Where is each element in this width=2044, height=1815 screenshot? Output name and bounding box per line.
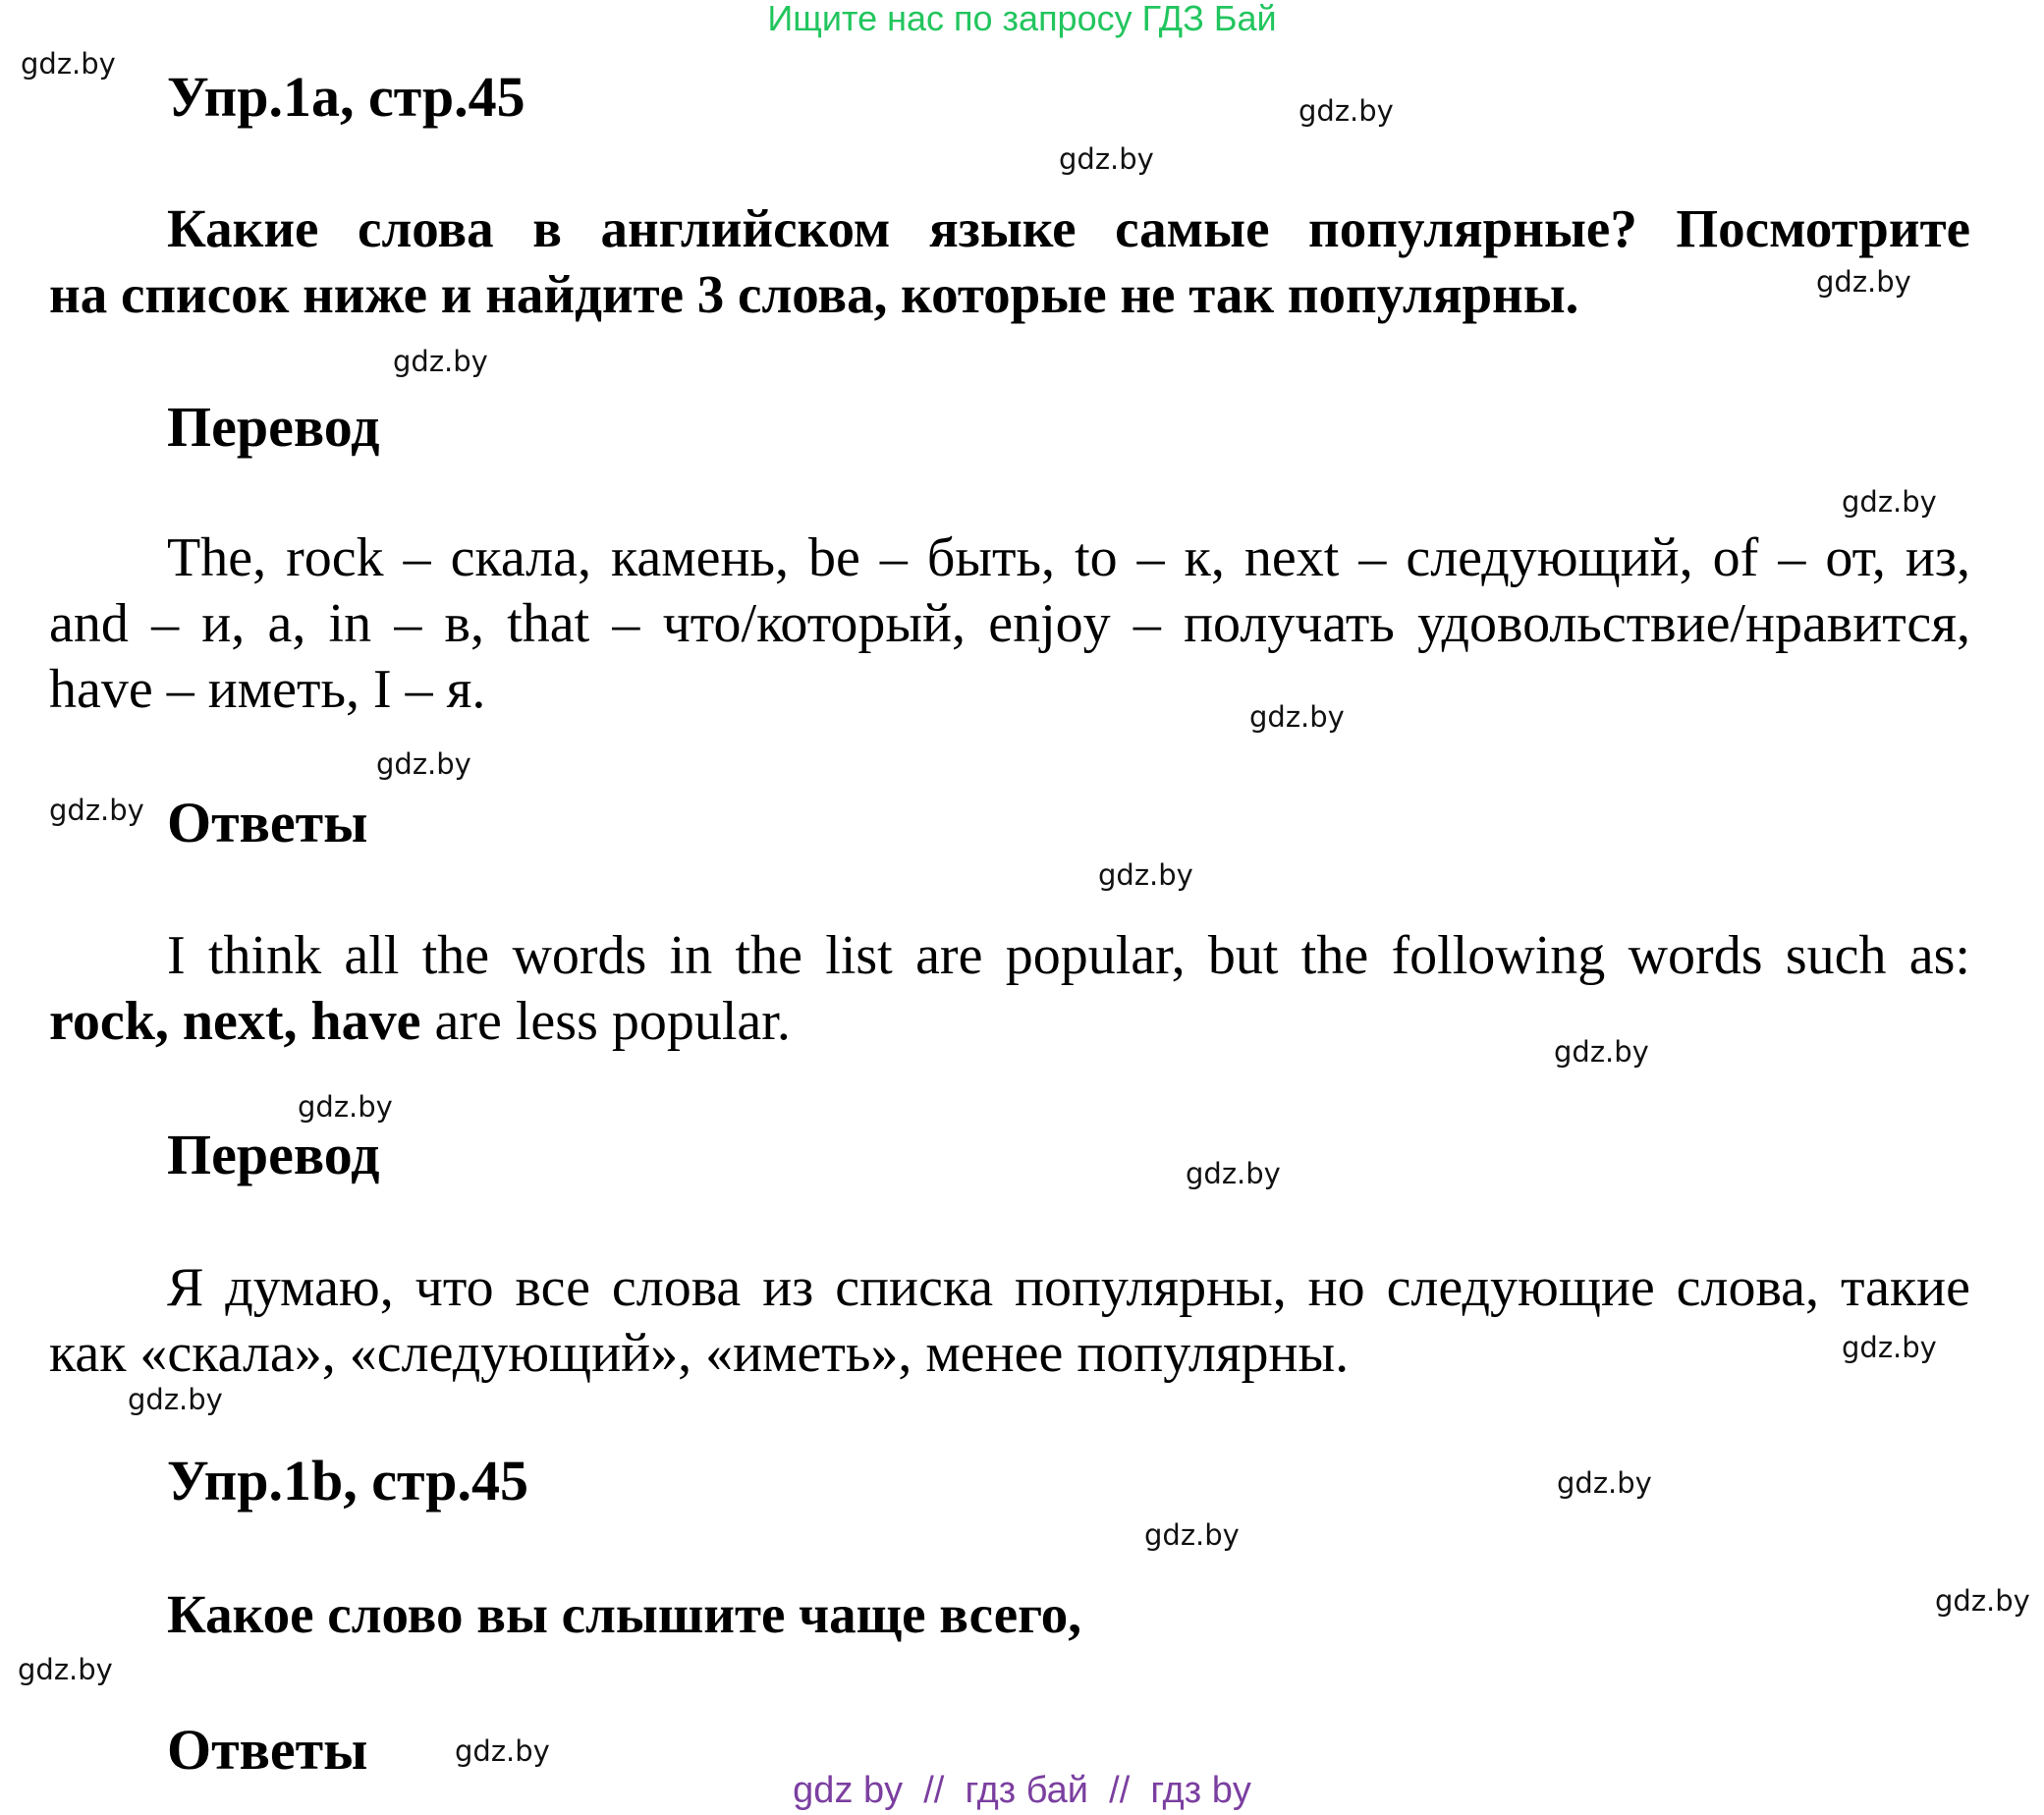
exercise-1a-heading: Упр.1a, стр.45 — [167, 65, 525, 129]
task-line: Какие слова в английском языке самые популярные? Посмотрите — [167, 198, 1970, 258]
exercise-1b-task: Какое слово вы слышите чаще всего, — [167, 1584, 1081, 1644]
exercise-1b-heading: Упр.1b, стр.45 — [167, 1449, 528, 1512]
watermark: gdz.by — [1842, 485, 1937, 519]
answer-translation-line: Я думаю, что все слова из списка популярны, но следующие слова, такие — [167, 1257, 1970, 1318]
watermark: gdz.by — [1816, 265, 1911, 299]
exercise-1a-task — [49, 195, 1970, 327]
answer-paragraph — [49, 923, 1970, 1055]
watermark: gdz.by — [49, 794, 144, 827]
watermark: gdz.by — [1557, 1466, 1652, 1500]
answer-translation-line: как «скала», «следующий», «иметь», менее популярны. — [49, 1323, 1350, 1384]
watermark: gdz.by — [128, 1383, 223, 1416]
answer-line: I think all the words in the list are popular, but the following words such as: — [167, 925, 1970, 986]
translation-line: The, rock – скала, камень, be – быть, to – к, next – следующий, of – от, из, — [167, 527, 1970, 588]
watermark: gdz.by — [1842, 1331, 1937, 1364]
watermark: gdz.by — [1144, 1518, 1240, 1552]
translation-heading: Перевод — [167, 395, 380, 459]
watermark: gdz.by — [18, 1653, 113, 1686]
watermark: gdz.by — [1298, 94, 1394, 128]
answers-heading: Ответы — [167, 791, 368, 854]
footer-links[interactable]: gdz by // гдз бай // гдз by — [793, 1770, 1251, 1811]
watermark: gdz.by — [1098, 858, 1193, 892]
watermark: gdz.by — [1935, 1584, 2030, 1618]
answer-line — [49, 989, 1970, 1055]
search-banner[interactable]: Ищите нас по запросу ГДЗ Бай — [767, 0, 1277, 38]
translation-line: and – и, а, in – в, that – что/который, enjoy – получать удовольствие/нравится, — [49, 593, 1970, 654]
answer-bold-words: rock, next, have — [49, 991, 421, 1052]
watermark: gdz.by — [1249, 700, 1345, 734]
word-translation-paragraph — [49, 525, 1970, 723]
watermark: gdz.by — [21, 47, 116, 81]
answer-translation-heading: Перевод — [167, 1123, 380, 1186]
exercise-1b-answers-heading: Ответы — [167, 1718, 368, 1782]
answer-rest: are less popular. — [420, 991, 791, 1052]
translation-line: have – иметь, I – я. — [49, 659, 486, 720]
watermark: gdz.by — [298, 1090, 393, 1124]
task-line: на список ниже и найдите 3 слова, которые не так популярны. — [49, 264, 1579, 324]
watermark: gdz.by — [376, 747, 471, 781]
watermark: gdz.by — [1554, 1035, 1649, 1069]
watermark: gdz.by — [1059, 142, 1154, 176]
watermark: gdz.by — [455, 1734, 550, 1768]
watermark: gdz.by — [393, 345, 488, 378]
answer-translation-paragraph — [49, 1255, 1970, 1387]
watermark: gdz.by — [1186, 1157, 1281, 1190]
